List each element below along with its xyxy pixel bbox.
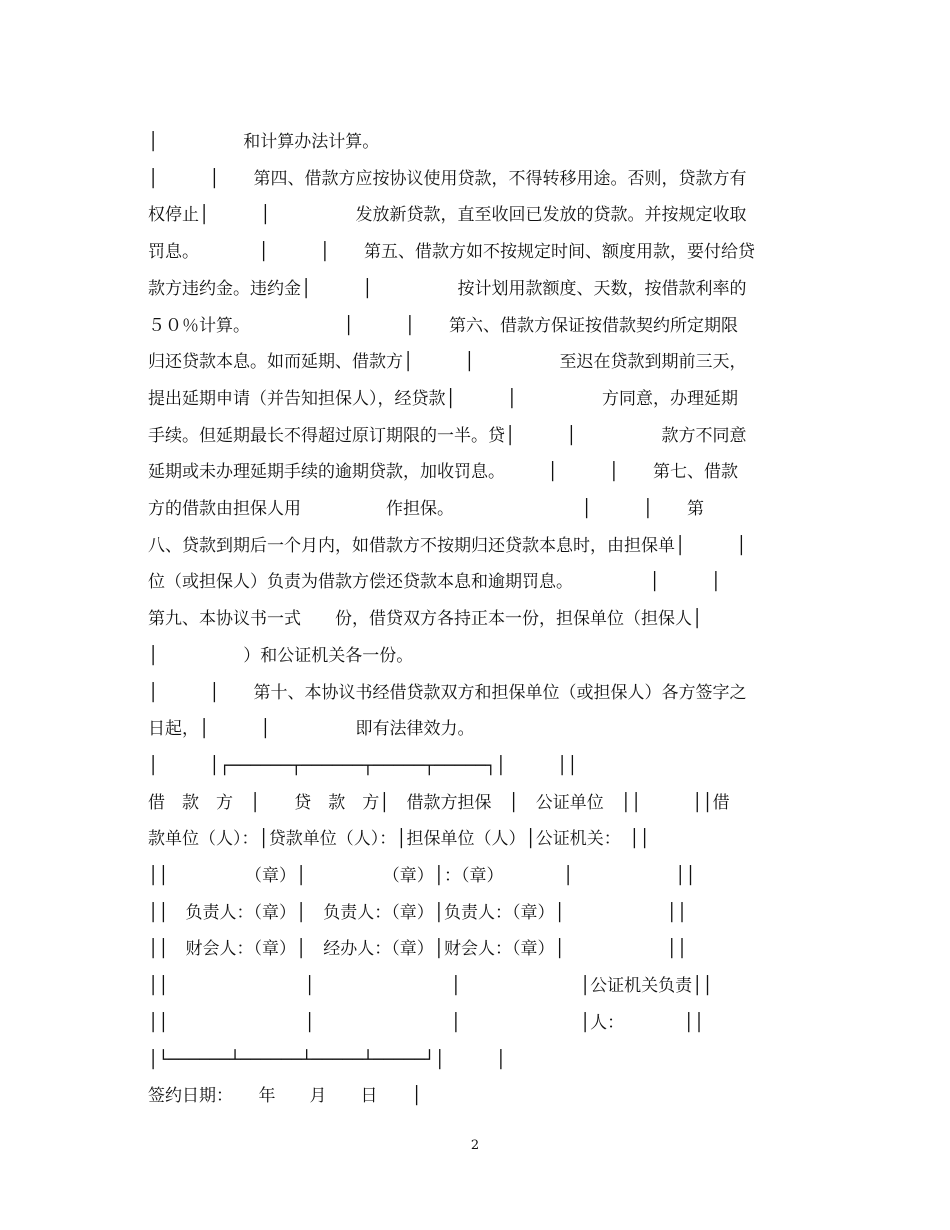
text-line: │ │ 第四、借款方应按协议使用贷款，不得转移用途。否则，贷款方有 bbox=[148, 169, 747, 189]
text-line: 八、贷款到期后一个月内，如借款方不按期归还贷款本息时，由担保单│ │ bbox=[148, 536, 747, 556]
text-line: 借 款 方 │ 贷 款 方│ 借款方担保 │ 公证单位 ││ ││借 bbox=[148, 793, 730, 813]
page-number: 2 bbox=[470, 1138, 480, 1153]
text-line: ││ （章）│ （章）│：（章） │ ││ bbox=[148, 866, 696, 886]
text-line: 归还贷款本息。如而延期、借款方│ │ 至迟在贷款到期前三天， bbox=[148, 352, 747, 372]
text-line: 日起，│ │ 即有法律效力。 bbox=[148, 719, 475, 739]
text-line: 款单位（人）：│贷款单位（人）：│担保单位（人）│公证机关： ││ bbox=[148, 829, 650, 849]
text-line: 手续。但延期最长不得超过原订期限的一半。贷│ │ 款方不同意 bbox=[148, 426, 747, 446]
text-line: 位（或担保人）负责为借款方偿还贷款本息和逾期罚息。 │ │ bbox=[148, 572, 721, 592]
text-line: 罚息。 │ │ 第五、借款方如不按规定时间、额度用款，要付给贷 bbox=[148, 242, 755, 262]
text-line: ││ │ │ │公证机关负责││ bbox=[148, 976, 713, 996]
text-line: │ 和计算办法计算。 bbox=[148, 132, 380, 152]
text-line: 款方违约金。违约金│ │ 按计划用款额度、天数，按借款利率的 bbox=[148, 279, 747, 299]
text-line: 签约日期： 年 月 日 │ bbox=[148, 1086, 422, 1106]
text-line: ││ │ │ │人： ││ bbox=[148, 1013, 705, 1033]
text-line: │ │┌──────┬──────┬─────┬─────┐│ ││ bbox=[148, 756, 578, 776]
text-line: │└──────┴──────┴─────┴─────┘│ │ bbox=[148, 1050, 507, 1070]
text-line: 延期或未办理延期手续的逾期贷款，加收罚息。 │ │ 第七、借款 bbox=[148, 462, 738, 482]
text-line: ││ 财会人：（章）│ 经办人：（章）│财会人：（章）│ ││ bbox=[148, 939, 688, 959]
text-line: 权停止│ │ 发放新贷款，直至收回已发放的贷款。并按规定收取 bbox=[148, 205, 747, 225]
text-line: │ │ 第十、本协议书经借贷款双方和担保单位（或担保人）各方签字之 bbox=[148, 683, 747, 703]
text-line: 提出延期申请（并告知担保人），经贷款│ │ 方同意，办理延期 bbox=[148, 389, 738, 409]
text-line: ５０％计算。 │ │ 第六、借款方保证按借款契约所定期限 bbox=[148, 316, 738, 336]
text-line: ││ 负责人：（章）│ 负责人：（章）│负责人：（章）│ ││ bbox=[148, 903, 688, 923]
text-line: 第九、本协议书一式 份，借贷双方各持正本一份，担保单位（担保人│ bbox=[148, 609, 703, 629]
text-line: 方的借款由担保人用 作担保。 │ │ 第 bbox=[148, 499, 704, 519]
text-line: │ ）和公证机关各一份。 bbox=[148, 646, 414, 666]
